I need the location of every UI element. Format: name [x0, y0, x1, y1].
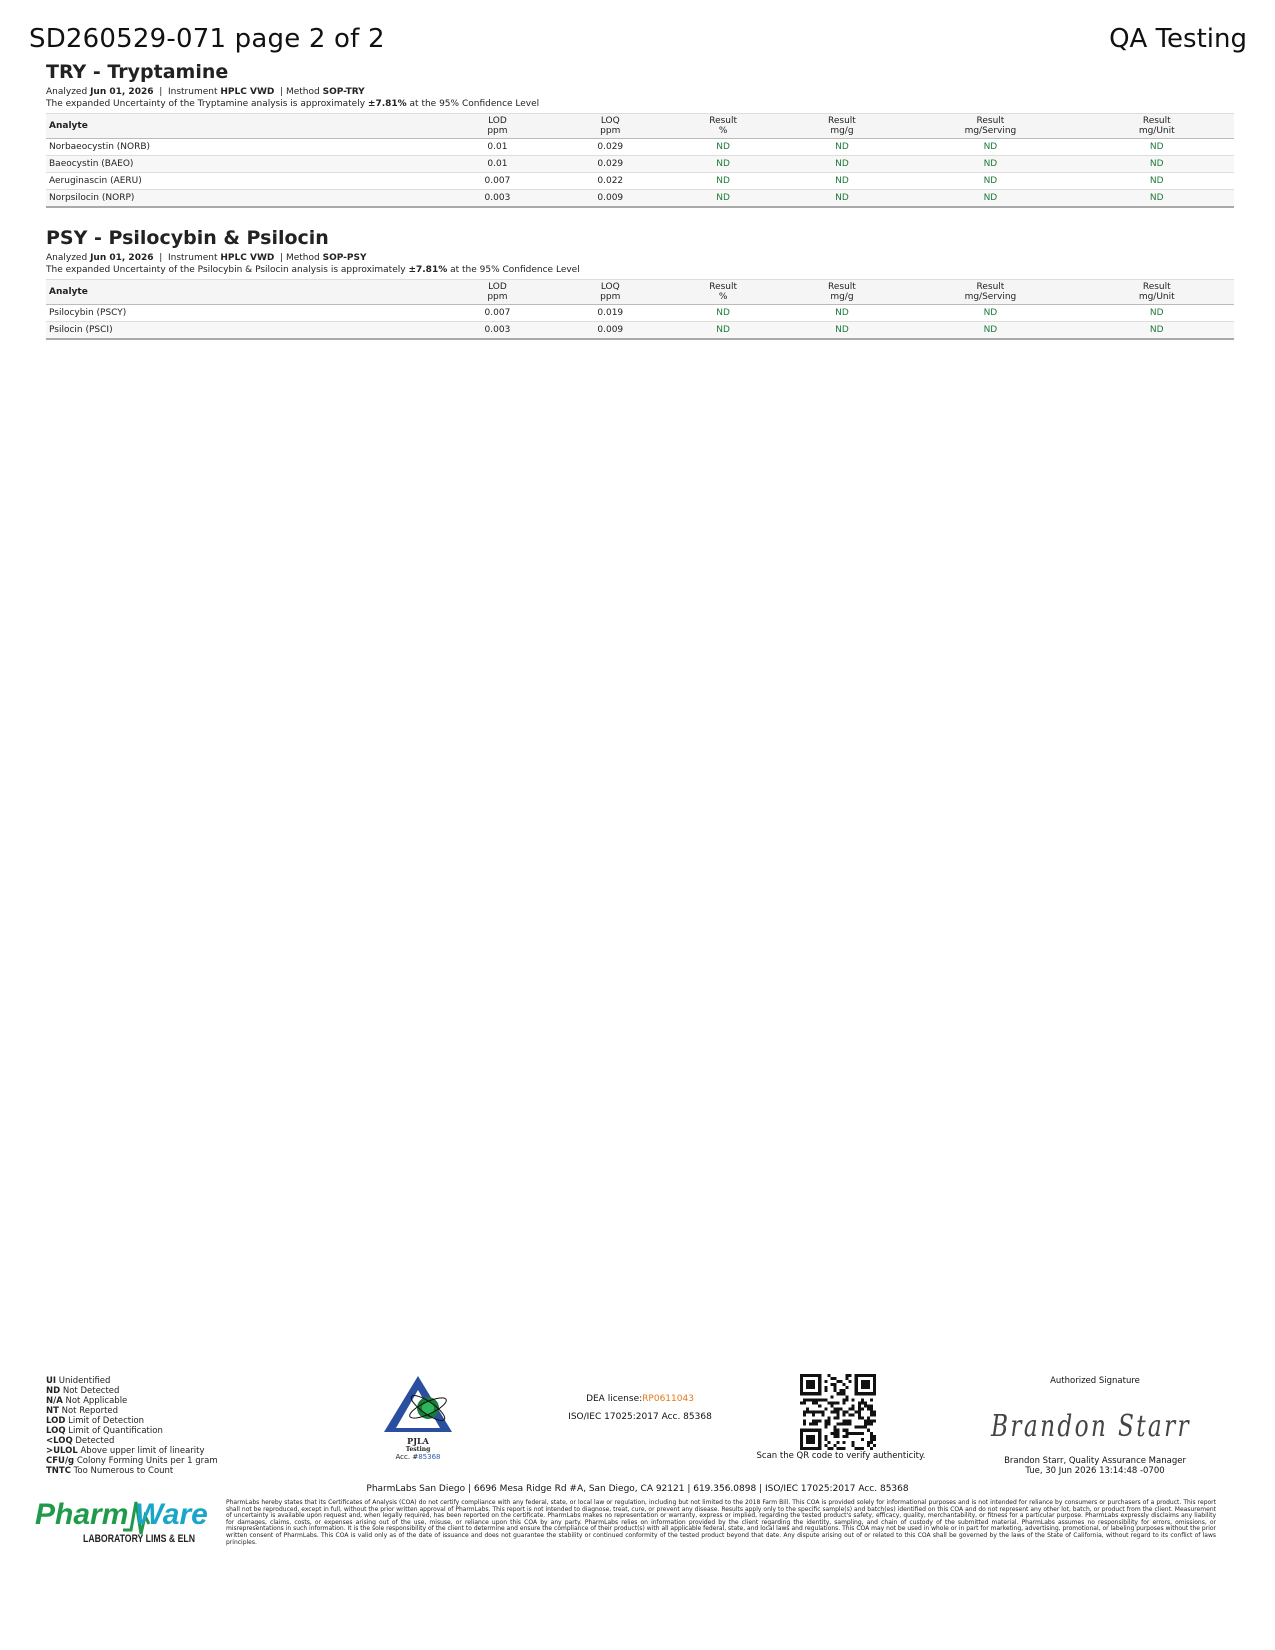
- legend-item: ND Not Detected: [46, 1386, 120, 1396]
- table-row: [46, 322, 1234, 340]
- qr-code-icon[interactable]: [800, 1374, 876, 1450]
- qr-caption: Scan the QR code to verify authenticity.: [756, 1451, 926, 1461]
- uncertainty-note: The expanded Uncertainty of the Tryptamine analysis is approximately ±7.81% at the 95% Confidence Level: [46, 99, 540, 109]
- analysis-meta: Analyzed Jun 01, 2026 | Instrument HPLC VWD | Method SOP-PSY: [46, 253, 367, 263]
- logo-tagline: LABORATORY LIMS & ELN: [83, 1533, 196, 1545]
- table-cell: 0.022: [557, 173, 664, 190]
- table-cell: ND: [783, 156, 902, 173]
- legal-disclaimer: PharmLabs hereby states that its Certificates of Analysis (COA) do not certify compliance with any federal, state, or local law or regulation, including but not limited to the 2018 Farm Bill. This COA is provided solely for informational purposes and is not intended for reliance by consumers or purchasers of a product. This report shall not be reproduced, except in full, without the prior written approval of PharmLabs. This report is not intended to diagnose, treat, cure, or prevent any disease. Results apply only to the specific sample(s) and batch(es) identified on this COA and do not represent any other lot, batch, or product from the client. Measurement of uncertainty is available upon request and, when legally required, has been reported on the certificate. PharmLabs makes no representation or warranty, express or implied, regarding the tested product's safety, efficacy, quality, merchantability, or fitness for a particular purpose. PharmLabs expressly disclaims any liability for damages, claims, costs, or expenses arising out of the use, misuse, or reliance upon this COA by any party. PharmLabs relies on information provided by the client regarding the identity, sampling, and chain of custody of the submitted material. PharmLabs assumes no responsibility for errors, omissions, or misrepresentations in such information. It is the sole responsibility of the client to determine and ensure the compliance of their product(s) with all applicable federal, state, and local laws and regulations. This COA may not be used in whole or in part for marketing, advertising, promotional, or labeling purposes without the prior written consent of PharmLabs. This COA is valid only as of the date of issuance and does not guarantee the stability or continued conformity of the tested product beyond that date. Any dispute arising out of or related to this COA shall be governed by the laws of the State of California, without regard to its conflict of laws principles.: [226, 1499, 1216, 1546]
- dea-block: [560, 1390, 720, 1426]
- dea-license: RP0611043: [642, 1394, 694, 1404]
- signature-date: Tue, 30 Jun 2026 13:14:48 -0700: [1025, 1466, 1165, 1476]
- legend-item: NT Not Reported: [46, 1406, 119, 1416]
- results-table: [46, 113, 1234, 208]
- table-cell: ND: [1080, 305, 1234, 322]
- method: SOP-PSY: [322, 253, 367, 263]
- section-psilocybin: [46, 226, 1234, 340]
- table-cell: ND: [783, 173, 902, 190]
- legend-item: <LOQ Detected: [46, 1436, 115, 1446]
- results-table: [46, 279, 1234, 340]
- analyte-name: Norpsilocin (NORP): [46, 190, 438, 208]
- legend-item: CFU/g Colony Forming Units per 1 gram: [46, 1456, 218, 1466]
- table-cell: ND: [664, 322, 783, 340]
- table-cell: ND: [901, 139, 1079, 156]
- column-header: LOD ppm: [487, 116, 508, 136]
- column-header: Result mg/Serving: [964, 282, 1017, 302]
- table-cell: 0.029: [557, 139, 664, 156]
- table-cell: ND: [1080, 173, 1234, 190]
- analyte-name: Psilocin (PSCI): [46, 322, 438, 340]
- column-header: Result %: [709, 282, 738, 302]
- table-cell: ND: [901, 190, 1079, 208]
- table-cell: ND: [783, 139, 902, 156]
- column-header: LOQ ppm: [600, 282, 621, 302]
- analyzed-date: Jun 01, 2026: [90, 87, 154, 97]
- analyzed-date: Jun 01, 2026: [90, 253, 154, 263]
- lab-label: QA Testing: [1109, 24, 1247, 54]
- table-cell: ND: [1080, 156, 1234, 173]
- section-title: TRY - Tryptamine: [46, 61, 229, 83]
- table-cell: ND: [664, 190, 783, 208]
- column-header: Result %: [709, 116, 738, 136]
- signatory: [985, 1456, 1205, 1476]
- table-cell: ND: [664, 139, 783, 156]
- table-row: [46, 173, 1234, 190]
- table-cell: ND: [1080, 322, 1234, 340]
- table-cell: 0.009: [557, 322, 664, 340]
- signature-label: Authorized Signature: [1050, 1376, 1140, 1386]
- section-title: PSY - Psilocybin & Psilocin: [46, 227, 329, 249]
- legend-item: TNTC Too Numerous to Count: [46, 1466, 174, 1476]
- signature-script: Brandon Starr: [990, 1409, 1191, 1444]
- column-header: LOD ppm: [487, 282, 508, 302]
- column-header: Result mg/Unit: [1138, 282, 1175, 302]
- handwritten-signature: [985, 1400, 1205, 1450]
- table-header: [46, 280, 1234, 305]
- table-cell: 0.003: [438, 190, 557, 208]
- analyte-name: Norbaeocystin (NORB): [46, 139, 438, 156]
- table-cell: ND: [901, 173, 1079, 190]
- analyte-name: Baeocystin (BAEO): [46, 156, 438, 173]
- table-cell: 0.009: [557, 190, 664, 208]
- section-tryptamine: [46, 60, 1234, 208]
- table-cell: 0.01: [438, 156, 557, 173]
- uncertainty-note: The expanded Uncertainty of the Psilocybin & Psilocin analysis is approximately ±7.81% at the 95% Confidence Level: [46, 265, 580, 275]
- analyte-name: Aeruginascin (AERU): [46, 173, 438, 190]
- column-header: Analyte: [49, 121, 88, 131]
- legend-item: >ULOL Above upper limit of linearity: [46, 1446, 205, 1456]
- column-header: Analyte: [49, 287, 88, 297]
- table-cell: ND: [783, 305, 902, 322]
- legend-item: LOD Limit of Detection: [46, 1416, 145, 1426]
- instrument: HPLC VWD: [220, 87, 275, 97]
- column-header: Result mg/Unit: [1138, 116, 1175, 136]
- pharmware-logo: [35, 1494, 208, 1554]
- column-header: Result mg/g: [828, 282, 856, 302]
- table-cell: 0.019: [557, 305, 664, 322]
- analysis-meta: Analyzed Jun 01, 2026 | Instrument HPLC VWD | Method SOP-TRY: [46, 87, 365, 97]
- page-title: SD260529-071 page 2 of 2: [29, 24, 385, 54]
- pjla-acc-link[interactable]: 85368: [418, 1453, 441, 1461]
- table-cell: ND: [1080, 139, 1234, 156]
- pjla-name: PJLA: [407, 1436, 429, 1446]
- lab-address: PharmLabs San Diego | 6696 Mesa Ridge Rd #A, San Diego, CA 92121 | 619.356.0898 | ISO/IEC 17025:2017 Acc. 85368: [366, 1484, 909, 1494]
- dea-label: DEA license:: [586, 1394, 643, 1404]
- table-cell: 0.029: [557, 156, 664, 173]
- table-cell: ND: [901, 305, 1079, 322]
- table-cell: ND: [1080, 190, 1234, 208]
- abbreviation-legend: [46, 1376, 218, 1476]
- column-header: Result mg/g: [828, 116, 856, 136]
- table-cell: ND: [783, 190, 902, 208]
- logo-word-ware: Ware: [135, 1498, 208, 1531]
- column-header: Result mg/Serving: [964, 116, 1017, 136]
- signatory-name: Brandon Starr, Quality Assurance Manager: [1004, 1456, 1186, 1466]
- legend-item: UI Unidentified: [46, 1376, 111, 1386]
- table-cell: ND: [664, 305, 783, 322]
- table-header: [46, 114, 1234, 139]
- pharmware-logo-icon: [35, 1494, 208, 1550]
- legend-item: LOQ Limit of Quantification: [46, 1426, 163, 1436]
- table-cell: 0.01: [438, 139, 557, 156]
- table-cell: 0.007: [438, 305, 557, 322]
- table-cell: 0.003: [438, 322, 557, 340]
- table-row: [46, 139, 1234, 156]
- table-row: [46, 190, 1234, 208]
- pjla-accreditation: Acc. #85368: [395, 1453, 441, 1461]
- instrument: HPLC VWD: [220, 253, 275, 263]
- pjla-sub: Testing: [405, 1446, 431, 1453]
- method: SOP-TRY: [322, 87, 365, 97]
- table-row: [46, 305, 1234, 322]
- table-cell: ND: [664, 156, 783, 173]
- table-cell: ND: [901, 322, 1079, 340]
- table-cell: ND: [901, 156, 1079, 173]
- legend-item: N/A Not Applicable: [46, 1396, 128, 1406]
- iso-accreditation: ISO/IEC 17025:2017 Acc. 85368: [568, 1412, 712, 1422]
- pjla-logo-icon: [380, 1374, 456, 1436]
- table-row: [46, 156, 1234, 173]
- logo-word-pharm: Pharm: [35, 1498, 129, 1531]
- table-cell: ND: [664, 173, 783, 190]
- table-cell: ND: [783, 322, 902, 340]
- table-cell: 0.007: [438, 173, 557, 190]
- pjla-badge: [378, 1374, 458, 1461]
- column-header: LOQ ppm: [600, 116, 621, 136]
- analyte-name: Psilocybin (PSCY): [46, 305, 438, 322]
